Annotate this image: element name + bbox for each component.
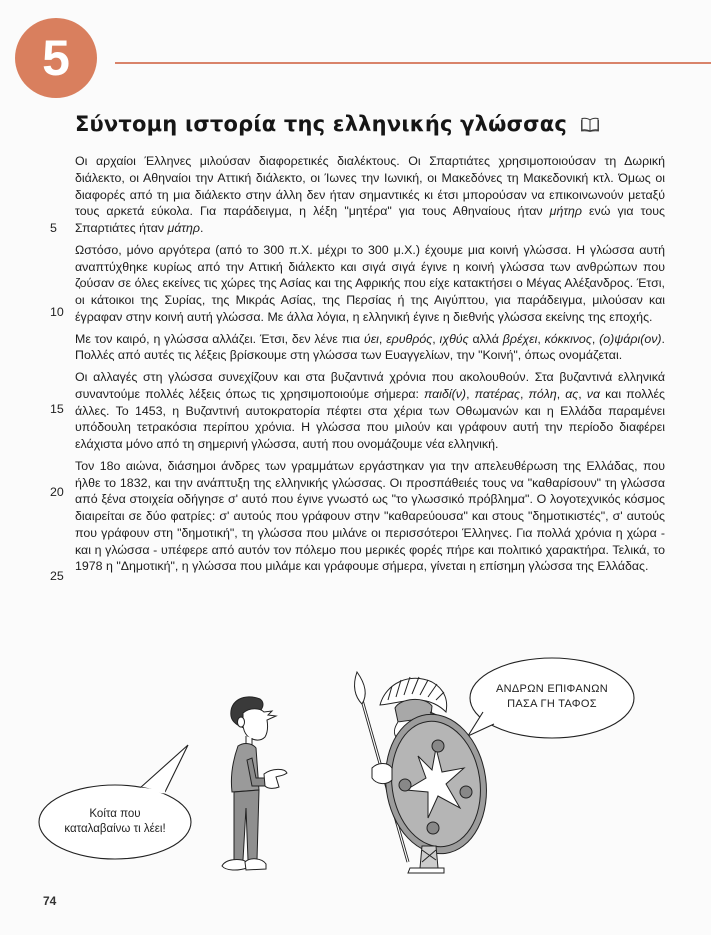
line-number: 10 — [50, 305, 64, 319]
text-segment: , — [578, 386, 587, 401]
text-segment: Τον 18ο αιώνα, διάσημοι άνδρες των γραμμάτων εργάστηκαν για την απελευθέρωση της Ελλάδας, που ήλθε το 1832, και την ανάπτυξη της ελληνικής γλώσσας. Οι προσπάθειές τους να "καθαρίσουν" τη γλώσσα από ξένα στοιχεία οδήγησε σ' αυτό που έγινε γνωστό ως "το γλωσσικό πρόβλημα". Ο λογοτεχνικός κόσμος διαιρείται σε δύο φατρίες: σ' αυτούς που γράφουν στην "καθαρεύουσα" και στους "δημοτικιστές", σ' αυτούς που γράφουν στη "δημοτική", τη γλώσσα που μιλάνε οι περισσότεροι Έλληνες. Για πολλά χρόνια η χώρα - και η γλώσσα - υπέφερε από αυτόν τον πόλεμο που μερικές φορές πήρε και πολιτικό χαρακτήρα. Τελικά, το 1978 η "Δημοτική", η γλώσσα που μιλάμε και γράφουμε σήμερα, γίνεται η επίσημη γλώσσα της Ελλάδας. — [75, 458, 665, 574]
italic-term: ας — [565, 386, 579, 401]
italic-term: μήτηρ — [549, 204, 582, 219]
italic-term: ερυθρός — [386, 331, 433, 346]
line-number: 15 — [50, 402, 64, 416]
chapter-number: 5 — [42, 30, 70, 86]
text-segment: , — [466, 386, 475, 401]
right-bubble-line-2: ΠΑΣΑ ΓΗ ΤΑΦΟΣ — [507, 698, 597, 710]
text-segment: Οι αρχαίοι Έλληνες μιλούσαν διαφορετικές διαλέκτους. Οι Σπαρτιάτες χρησιμοποιούσαν τη Δωρική διάλεκτο, οι Αθηναίοι την Αττική διάλεκτο, οι Ίωνες την Ιωνική, οι Μακεδόνες τη Μακεδονική κτλ. Όμως οι διαφορές από τη μια διάλεκτο στην άλλη δεν ήταν σημαντικές κι έτσι μπορούσαν να επικοινωνούν μεταξύ τους αρκετά εύκολα. Για παράδειγμα, η λέξη "μητέρα" για τους Αθηναίους ήταν — [75, 154, 665, 219]
page-number: 74 — [43, 894, 57, 908]
text-segment: Με τον καιρό, η γλώσσα αλλάζει. Έτσι, δεν λένε πια — [75, 331, 364, 346]
italic-term: πόλη — [528, 386, 557, 401]
left-bubble-line-2: καταλαβαίνω τι λέει! — [64, 823, 166, 835]
left-speech-bubble — [39, 745, 191, 859]
italic-term: να — [586, 386, 601, 401]
italic-term: (ο)ψάρι(ον) — [599, 331, 662, 346]
line-number: 25 — [50, 569, 64, 583]
italic-term: βρέχει — [502, 331, 538, 346]
text-segment: , — [378, 331, 387, 346]
italic-term: πατέρας — [474, 386, 521, 401]
section-title-text: Σύντομη ιστορία της ελληνικής γλώσσας — [75, 112, 567, 136]
line-number: 5 — [50, 221, 57, 235]
text-segment: . Πολλές από αυτές τις λέξεις βρίσκουμε στη γλώσσα των Ευαγγελίων, την "Κοινή", όπως ονομάζεται. — [75, 331, 665, 363]
left-bubble-line-1: Κοίτα που — [89, 808, 141, 820]
modern-boy-figure — [222, 697, 287, 870]
italic-term: κόκκινος — [544, 331, 592, 346]
text-segment: και πολλές άλλες. Το 1453, η Βυζαντινή αυτοκρατορία πέφτει στα χέρια των Οθωμανών και η Ελλάδα παραμένει υπόδουλη τετρακόσια περίπου χρόνια. Η γλώσσα που μιλούν και γράφουν αυτή την περίοδο διαφέρει ελάχιστα μόνο από τη σημερινή γλώσσα, αυτή που ονομάζουμε νέα ελληνική. — [75, 386, 666, 451]
text-segment: , — [537, 331, 545, 346]
italic-term: μάτηρ — [167, 221, 200, 235]
italic-term: ύει — [363, 331, 379, 346]
text-segment: ενώ για τους Σπαρτιάτες ήταν — [75, 204, 665, 235]
text-segment: Ωστόσο, μόνο αργότερα (από το 300 π.Χ. μέχρι το 300 μ.Χ.) έχουμε μια κοινή γλώσσα. Η γλώσσα αυτή αναπτύχθηκε κυρίως από την Αττική διάλεκτο και σιγά σιγά έγινε η κοινή γλώσσα των ανθρώπων που ζούσαν σε όλες εκείνες τις χώρες της Ασίας και της Αφρικής που είχε κατακτήσει ο Μέγας Αλέξανδρος. Έτσι, οι κάτοικοι της Συρίας, της Μικράς Ασίας, της Περσίας ή της Αιγύπτου, για παράδειγμα, μιλούσαν και έγραφαν στην κοινή αυτή γλώσσα. Με άλλα λόγια, η ελληνική έγινε η διεθνής γλώσσα εκείνης της εποχής. — [75, 242, 665, 324]
text-segment: . — [200, 221, 204, 235]
left-bubble-text — [50, 807, 180, 837]
text-segment: , — [591, 331, 600, 346]
text-segment: αλλά — [468, 331, 503, 346]
italic-term: ιχθύς — [439, 331, 469, 346]
line-number: 20 — [50, 485, 64, 499]
text-segment: , — [520, 386, 529, 401]
right-bubble-text — [478, 682, 626, 712]
text-segment: , — [432, 331, 440, 346]
right-bubble-line-1: ΑΝΔΡΩΝ ΕΠΙΦΑΝΩΝ — [496, 683, 608, 695]
text-segment: Οι αλλαγές στη γλώσσα συνεχίζουν και στα βυζαντινά χρόνια που ακολουθούν. Στα βυζαντινά ελληνικά συναντούμε πολλές λέξεις όπως τις χρησιμοποιούμε σήμερα: — [75, 370, 665, 401]
italic-term: παιδί(ν) — [424, 386, 467, 401]
text-segment: , — [556, 386, 566, 401]
